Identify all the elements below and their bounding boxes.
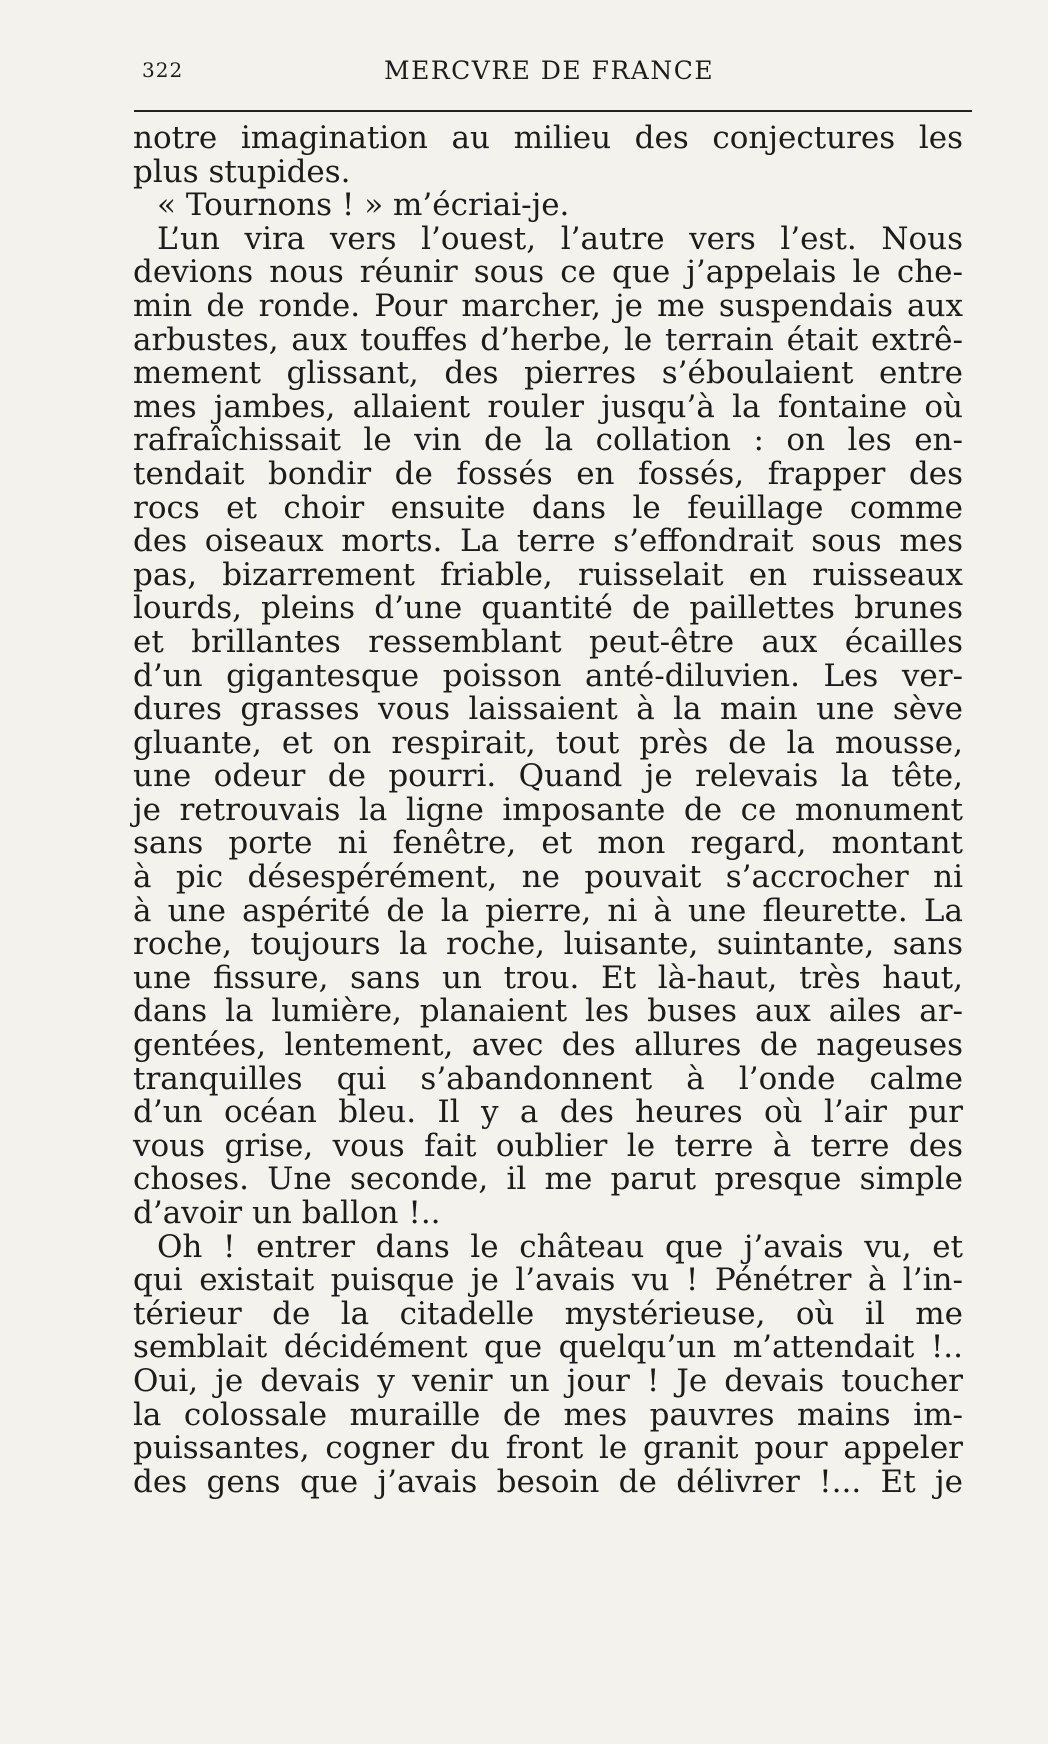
text-line: mement glissant, des pierres s’éboulaient entre: [133, 355, 963, 392]
text-line: lourds, pleins d’une quantité de paillettes brunes: [133, 590, 963, 627]
text-line: notre imagination au milieu des conjectures les: [133, 120, 963, 156]
text-line: qui existait puisque je l’avais vu ! Pénétrer à l’in-: [133, 1262, 963, 1299]
text-line: térieur de la citadelle mystérieuse, où il me: [133, 1295, 963, 1332]
text-line: roche, toujours la roche, luisante, suintante, sans: [133, 926, 963, 963]
text-line: « Tournons ! » m’écriai-je.: [157, 187, 570, 224]
text-line: d’avoir un ballon !..: [133, 1195, 441, 1231]
text-line: vous grise, vous fait oublier le terre à terre des: [133, 1127, 963, 1164]
text-line: puissantes, cogner du front le granit pour appeler: [133, 1430, 963, 1467]
text-line: gentées, lentement, avec des allures de nageuses: [133, 1027, 963, 1064]
page-header: [134, 50, 974, 90]
running-title: MERCVRE DE FRANCE: [384, 56, 715, 85]
text-line: dans la lumière, planaient les buses aux ailes ar-: [133, 993, 963, 1030]
header-rule: [134, 110, 972, 112]
text-line: mes jambes, allaient rouler jusqu’à la fontaine où: [133, 388, 963, 425]
text-line: tendait bondir de fossés en fossés, frapper des: [133, 455, 963, 492]
text-line: semblait décidément que quelqu’un m’attendait !..: [133, 1329, 963, 1366]
text-line: rafraîchissait le vin de la collation : on les en-: [133, 422, 963, 459]
text-line: la colossale muraille de mes pauvres mains im-: [133, 1396, 963, 1433]
text-line: devions nous réunir sous ce que j’appelais le che-: [133, 254, 963, 291]
text-line: min de ronde. Pour marcher, je me suspendais aux: [133, 287, 963, 324]
page-number: 322: [142, 58, 184, 82]
text-line: Oui, je devais y venir un jour ! Je devais toucher: [133, 1362, 963, 1399]
text-line: une odeur de pourri. Quand je relevais la tête,: [133, 758, 963, 795]
text-line: à pic désespérément, ne pouvait s’accrocher ni: [133, 859, 963, 896]
text-line: sans porte ni fenêtre, et mon regard, montant: [133, 825, 963, 862]
text-line: gluante, et on respirait, tout près de la mousse,: [133, 724, 963, 761]
text-line: dures grasses vous laissaient à la main une sève: [133, 691, 963, 728]
text-line: des oiseaux morts. La terre s’effondrait sous mes: [133, 523, 963, 560]
text-line: plus stupides.: [133, 153, 351, 190]
body-text: [133, 122, 963, 1499]
text-line: Oh ! entrer dans le château que j’avais vu, et: [157, 1228, 963, 1265]
text-line: à une aspérité de la pierre, ni à une fleurette. La: [133, 892, 963, 929]
text-line: rocs et choir ensuite dans le feuillage comme: [133, 489, 963, 526]
text-line: je retrouvais la ligne imposante de ce monument: [133, 791, 963, 828]
text-line: des gens que j’avais besoin de délivrer !... Et je: [133, 1463, 963, 1500]
text-line: et brillantes ressemblant peut-être aux écailles: [133, 623, 963, 660]
text-line: une fissure, sans un trou. Et là-haut, très haut,: [133, 959, 963, 996]
text-line: arbustes, aux touffes d’herbe, le terrain était extrê-: [133, 321, 963, 358]
text-line: tranquilles qui s’abandonnent à l’onde calme: [133, 1060, 963, 1097]
text-line: choses. Une seconde, il me parut presque simple: [133, 1161, 963, 1198]
text-line: d’un océan bleu. Il y a des heures où l’air pur: [133, 1094, 963, 1131]
text-line: d’un gigantesque poisson anté-diluvien. Les ver-: [133, 657, 963, 694]
text-line: L’un vira vers l’ouest, l’autre vers l’est. Nous: [157, 220, 963, 257]
text-line: pas, bizarrement friable, ruisselait en ruisseaux: [133, 556, 963, 593]
